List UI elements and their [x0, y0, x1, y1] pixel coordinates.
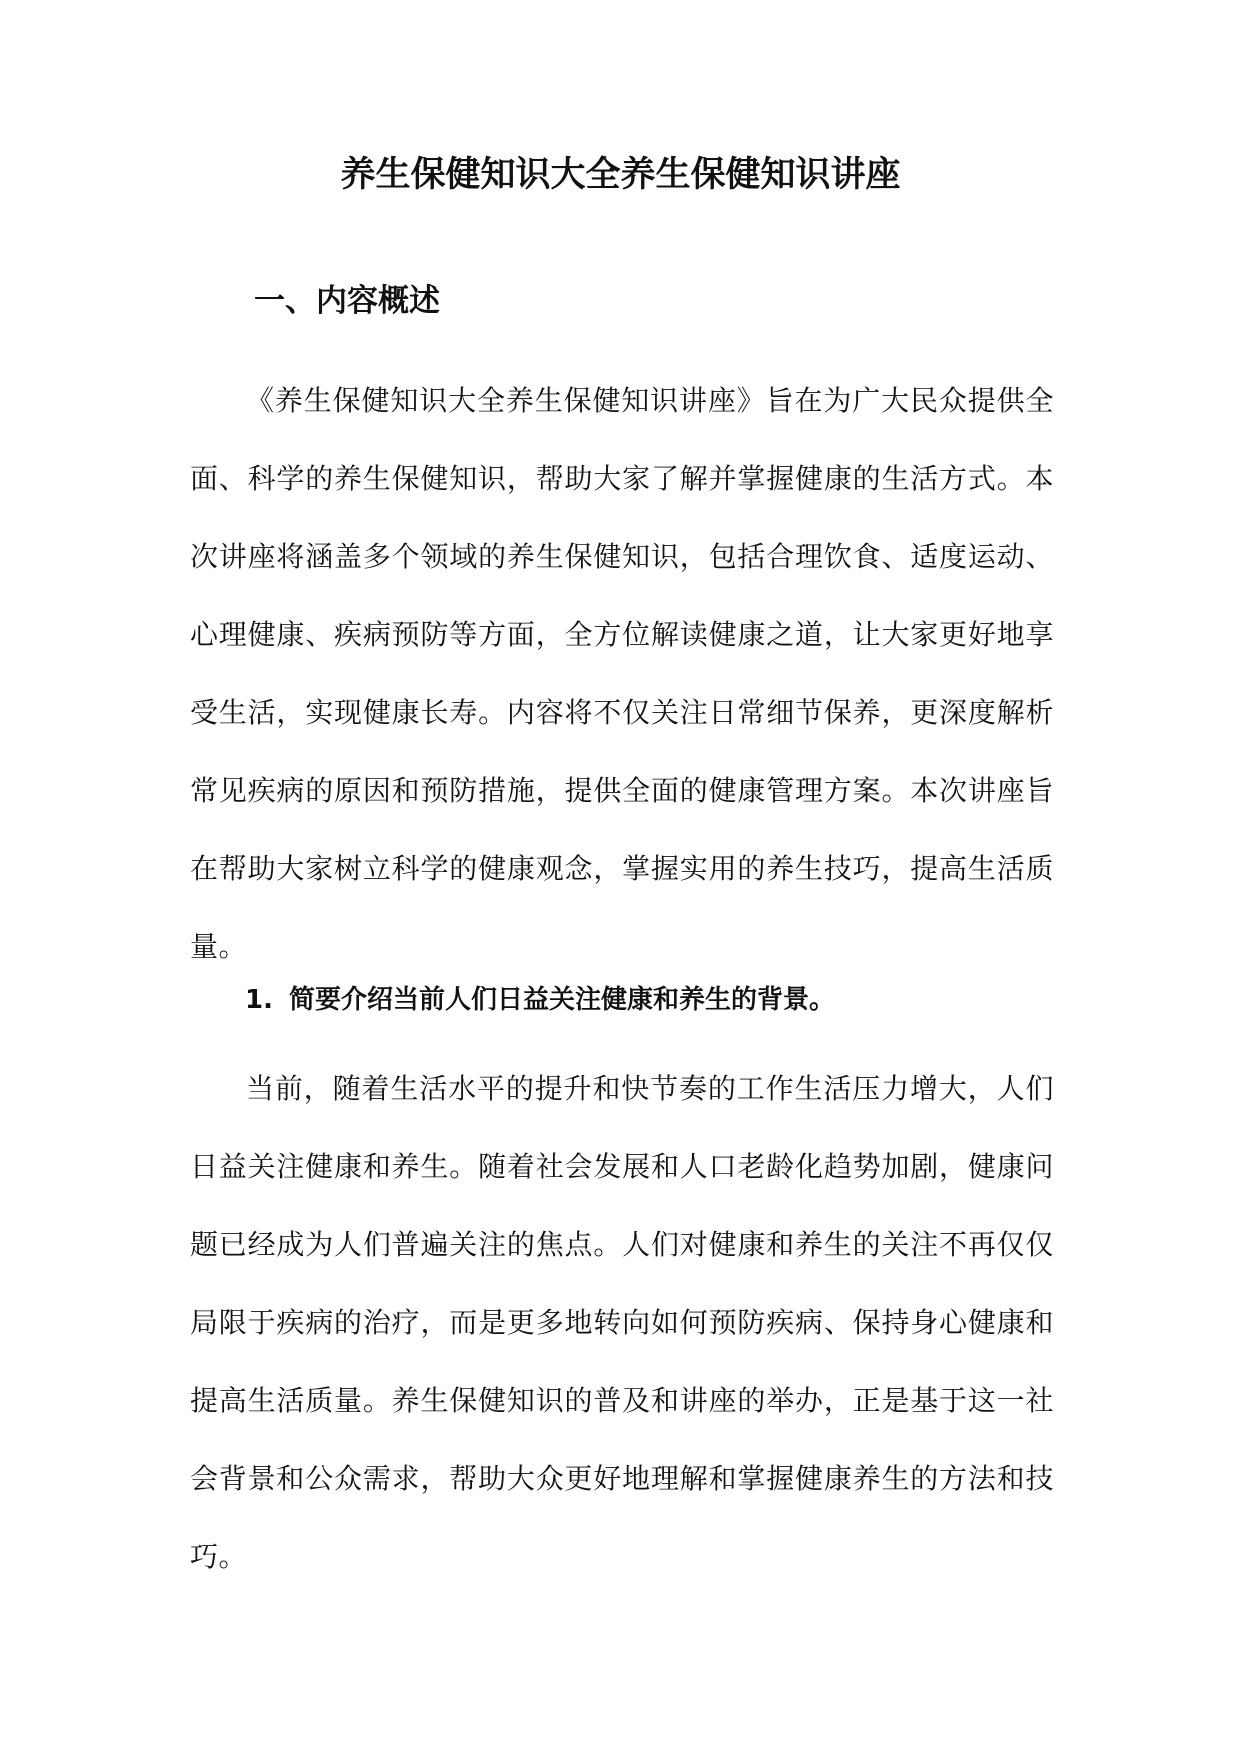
- background-paragraph: 当前，随着生活水平的提升和快节奏的工作生活压力增大，人们日益关注健康和养生。随着社会发展和人口老龄化趋势加剧，健康问题已经成为人们普遍关注的焦点。人们对健康和养生的关注不再仅仅局限于疾病的治疗，而是更多地转向如何预防疾病、保持身心健康和提高生活质量。养生保健知识的普及和讲座的举办，正是基于这一社会背景和公众需求，帮助大众更好地理解和掌握健康养生的方法和技巧。: [190, 1072, 1054, 1573]
- document-title: 养生保健知识大全养生保健知识讲座: [340, 155, 901, 195]
- subsection-heading: [245, 980, 835, 1020]
- section-heading-overview: 一、内容概述: [254, 283, 440, 319]
- subsection-heading-text: 简要介绍当前人们日益关注健康和养生的背景。: [289, 985, 836, 1015]
- subsection-number: 1.: [245, 985, 273, 1015]
- overview-paragraph: 《养生保健知识大全养生保健知识讲座》旨在为广大民众提供全面、科学的养生保健知识，帮助大家了解并掌握健康的生活方式。本次讲座将涵盖多个领域的养生保健知识，包括合理饮食、适度运动、心理健康、疾病预防等方面，全方位解读健康之道，让大家更好地享受生活，实现健康长寿。内容将不仅关注日常细节保养，更深度解析常见疾病的原因和预防措施，提供全面的健康管理方案。本次讲座旨在帮助大家树立科学的健康观念，掌握实用的养生技巧，提高生活质量。: [190, 384, 1054, 963]
